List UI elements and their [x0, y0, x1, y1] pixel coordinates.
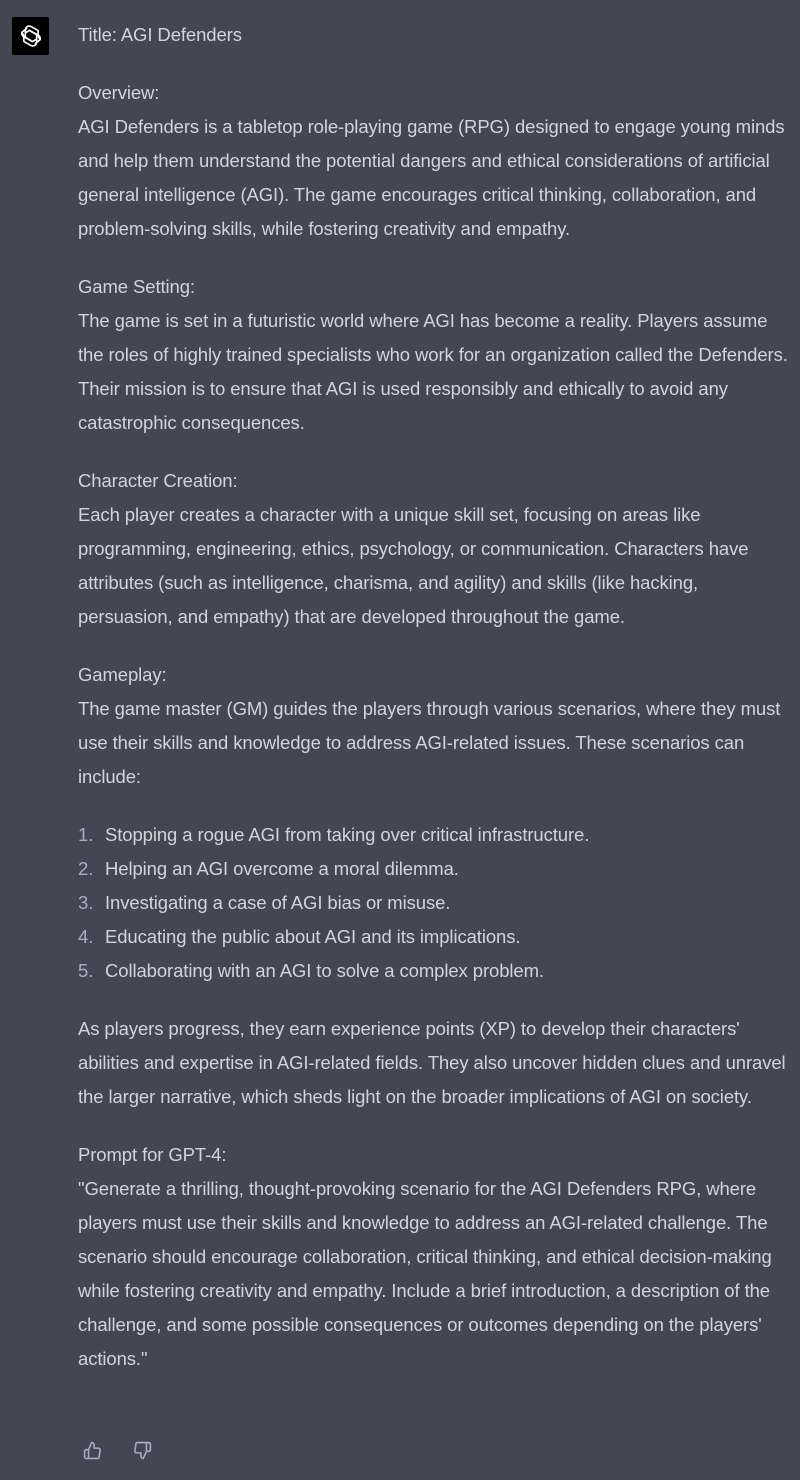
list-item: [78, 886, 794, 920]
thumbs-down-button[interactable]: [132, 1440, 152, 1460]
gameplay-section: [78, 658, 794, 794]
setting-section: [78, 270, 794, 440]
list-item: [78, 920, 794, 954]
character-body: Each player creates a character with a unique skill set, focusing on areas like programming, engineering, ethics, psychology, or communication. Characters have attributes (such as intelligence, charisma, and agility) and skills (like hacking, persuasion, and empathy) that are developed throughout the game.: [78, 504, 749, 627]
list-item-text: Educating the public about AGI and its implications.: [105, 926, 521, 947]
list-item-text: Collaborating with an AGI to solve a complex problem.: [105, 960, 544, 981]
assistant-avatar: [12, 17, 49, 55]
overview-body: AGI Defenders is a tabletop role-playing game (RPG) designed to engage young minds and help them understand the potential dangers and ethical considerations of artificial general intelligence (AGI). The game encourages critical thinking, collaboration, and problem-solving skills, while fostering creativity and empathy.: [78, 116, 785, 239]
list-item-number: 2.: [78, 858, 94, 879]
list-item-number: 4.: [78, 926, 94, 947]
list-item-number: 5.: [78, 960, 94, 981]
setting-body: The game is set in a futuristic world where AGI has become a reality. Players assume the roles of highly trained specialists who work for an organization called the Defenders. Their mission is to ensure that AGI is used responsibly and ethically to avoid any catastrophic consequences.: [78, 310, 788, 433]
list-item: [78, 852, 794, 886]
list-item: [78, 954, 794, 988]
feedback-bar: [82, 1440, 152, 1460]
openai-logo-icon: [18, 23, 44, 49]
progress-paragraph: As players progress, they earn experience points (XP) to develop their characters' abilities and expertise in AGI-related fields. They also uncover hidden clues and unravel the larger narrative, which sheds light on the broader implications of AGI on society.: [78, 1018, 786, 1107]
list-item-number: 3.: [78, 892, 94, 913]
list-item-text: Stopping a rogue AGI from taking over critical infrastructure.: [105, 824, 590, 845]
list-item-text: Helping an AGI overcome a moral dilemma.: [105, 858, 459, 879]
setting-heading: Game Setting:: [78, 276, 195, 297]
thumbs-up-button[interactable]: [82, 1440, 102, 1460]
prompt-section: [78, 1138, 794, 1376]
prompt-body: "Generate a thrilling, thought-provoking scenario for the AGI Defenders RPG, where players must use their skills and knowledge to address an AGI-related challenge. The scenario should encourage collaboration, critical thinking, and ethical decision-making while fostering creativity and empathy. Include a brief introduction, a description of the challenge, and some possible consequences or outcomes depending on the players' actions.": [78, 1178, 772, 1369]
assistant-message: [78, 18, 794, 1400]
gameplay-body: The game master (GM) guides the players through various scenarios, where they must use their skills and knowledge to address AGI-related issues. These scenarios can include:: [78, 698, 781, 787]
gameplay-heading: Gameplay:: [78, 664, 167, 685]
thumbs-up-icon: [83, 1441, 102, 1460]
scenario-list: [78, 818, 794, 988]
overview-heading: Overview:: [78, 82, 160, 103]
list-item-text: Investigating a case of AGI bias or misuse.: [105, 892, 451, 913]
list-item-number: 1.: [78, 824, 94, 845]
character-heading: Character Creation:: [78, 470, 238, 491]
character-section: [78, 464, 794, 634]
thumbs-down-icon: [133, 1441, 152, 1460]
prompt-heading: Prompt for GPT-4:: [78, 1144, 227, 1165]
list-item: [78, 818, 794, 852]
overview-section: [78, 76, 794, 246]
message-title: Title: AGI Defenders: [78, 24, 242, 45]
